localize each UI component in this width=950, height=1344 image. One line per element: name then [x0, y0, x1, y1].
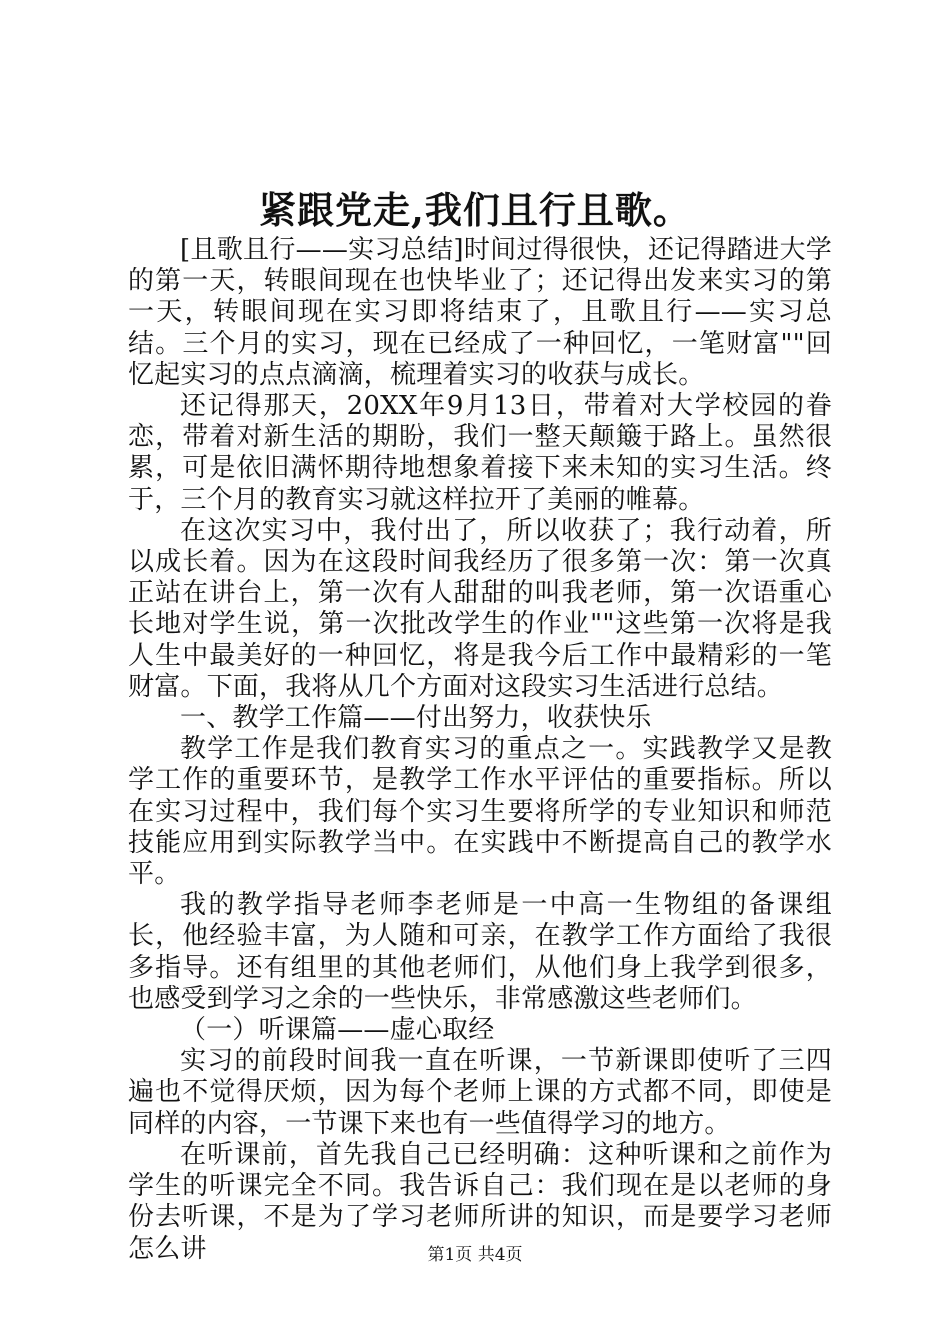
section-heading: 一、教学工作篇——付出努力，收获快乐: [180, 703, 652, 734]
document-title: 紧跟党走,我们且行且歌。: [259, 188, 691, 232]
paragraph: [且歌且行——实习总结]时间过得很快，还记得踏进大学的第一天，转眼间现在也快毕业了；还记得出发来实习的第一天，转眼间现在实习即将结束了，且歌且行——实习总结。三个月的实习，现在已经成了一种回忆，一笔财富""回忆起实习的点点滴滴，梳理着实习的收获与成长。: [128, 235, 832, 390]
paragraph: 在听课前，首先我自己已经明确：这种听课和之前作为学生的听课完全不同。我告诉自己：我们现在是以老师的身份去听课，不是为了学习老师所讲的知识，而是要学习老师怎么讲: [128, 1139, 832, 1264]
paragraph: 实习的前段时间我一直在听课，一节新课即使听了三四遍也不觉得厌烦，因为每个老师上课的方式都不同，即使是同样的内容，一节课下来也有一些值得学习的地方。: [128, 1046, 832, 1139]
paragraph: 教学工作是我们教育实习的重点之一。实践教学又是教学工作的重要环节，是教学工作水平评估的重要指标。所以在实习过程中，我们每个实习生要将所学的专业知识和师范技能应用到实际教学当中。在实践中不断提高自己的教学水平。: [128, 734, 832, 890]
paragraph: 还记得那天，20XX年9月13日，带着对大学校园的眷恋，带着对新生活的期盼，我们一整天颠簸于路上。虽然很累，可是依旧满怀期待地想象着接下来未知的实习生活。终于，三个月的教育实习就这样拉开了美丽的帷幕。: [128, 391, 832, 515]
page-number-footer: 第1页 共4页: [427, 1245, 523, 1265]
document-body: [128, 235, 832, 1265]
subsection-heading: （一）听课篇——虚心取经: [180, 1015, 495, 1046]
paragraph: 我的教学指导老师李老师是一中高一生物组的备课组长，他经验丰富，为人随和可亲，在教学工作方面给了我很多指导。还有组里的其他老师们，从他们身上我学到很多，也感受到学习之余的一些快乐，非常感激这些老师们。: [128, 890, 832, 1014]
paragraph: 在这次实习中，我付出了，所以收获了；我行动着，所以成长着。因为在这段时间我经历了很多第一次：第一次真正站在讲台上，第一次有人甜甜的叫我老师，第一次语重心长地对学生说，第一次批改学生的作业""这些第一次将是我人生中最美好的一种回忆，将是我今后工作中最精彩的一笔财富。下面，我将从几个方面对这段实习生活进行总结。: [128, 515, 832, 702]
